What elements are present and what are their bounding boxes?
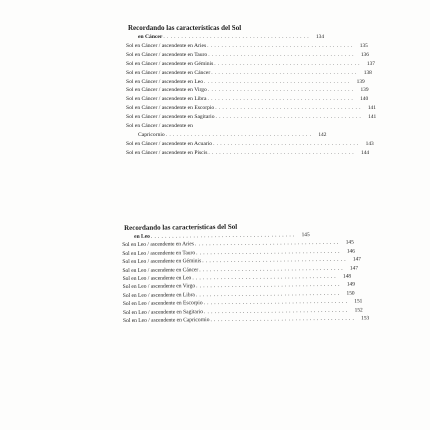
toc-entry-page: 139 <box>360 87 369 94</box>
toc-entry-page: 145 <box>345 239 354 247</box>
toc-entry-page: 139 <box>356 78 365 85</box>
toc-entry-page: 152 <box>354 307 363 314</box>
toc-entry <box>126 140 374 149</box>
toc-entry <box>126 95 369 104</box>
dot-leader: . . . . . . . . . . . . . . . . . . . . . . . . . . . . . . . . . . . . . . . . . <box>215 114 362 121</box>
toc-entry <box>126 69 372 78</box>
toc-entry-page: 137 <box>366 60 375 67</box>
dot-leader: . . . . . . . . . . . . . . . . . . . . . . . . . . . . . . . . . . . . . . . . . <box>207 42 353 49</box>
dot-leader: . . . . . . . . . . . . . . . . . . . . . . . . . . . . . . . . . . . . . . . . . <box>196 248 340 257</box>
toc-entry-label: Sol en Leo / ascendente en Leo <box>122 275 192 283</box>
dot-leader: . . . . . . . . . . . . . . . . . . . . . . . . . . . . . . . . . . . . . . . . . <box>194 240 339 248</box>
toc-entry-page: 153 <box>361 315 370 322</box>
toc-entry <box>126 78 365 87</box>
toc-entry-page: 149 <box>346 282 355 289</box>
toc-entry-label: Sol en Cáncer / ascendente en Tauro <box>126 51 208 58</box>
toc-entry <box>126 131 327 140</box>
dot-leader: . . . . . . . . . . . . . . . . . . . . . . . . . . . . . . . . . . . . . . . . . <box>199 265 344 273</box>
dot-leader: . . . . . . . . . . . . . . . . . . . . . . . . . . . . . . . . . . . . . . . . . <box>195 290 340 299</box>
toc-entry-label: Sol en Cáncer / ascendente en Cáncer <box>126 69 211 76</box>
toc-entry-page: 140 <box>360 96 369 103</box>
toc-entry-page: 141 <box>368 114 377 121</box>
dot-leader: . . . . . . . . . . . . . . . . . . . . . . . . . . . . . . . . . . . . . . . . . <box>214 60 360 67</box>
toc-entry-page: 135 <box>359 42 368 49</box>
toc-section-sol-en-cancer <box>126 24 377 158</box>
dot-leader: . . . . . . . . . . . . . . . . . . . . . . . . . . . . . . . . . . . . . . . . . <box>202 256 347 265</box>
dot-leader: . . . . . . . . . . . . . . . . . . . . . . . . . . . . . . . . . . . . . . . . . <box>165 131 312 138</box>
dot-leader: . . . . . . . . . . . . . . . . . . . . . . . . . . . . . . . . . . . . . . . . . <box>210 315 355 324</box>
toc-entry-page: 150 <box>346 290 355 297</box>
toc-entry-page: 142 <box>318 131 327 138</box>
section-title: Recordando las características del Sol <box>128 24 242 32</box>
dot-leader: . . . . . . . . . . . . . . . . . . . . . . . . . . . . . . . . . . . . . . . . . <box>208 51 354 58</box>
toc-entry-label: Sol en Cáncer / ascendente en <box>126 123 193 130</box>
toc-list <box>122 231 370 325</box>
toc-list <box>126 33 377 158</box>
toc-entry-label: Sol en Cáncer / ascendente en Virgo <box>126 87 207 94</box>
dot-leader: . . . . . . . . . . . . . . . . . . . . . . . . . . . . . . . . . . . . . . . . . <box>215 105 361 112</box>
toc-entry <box>126 33 325 42</box>
toc-entry-page: 138 <box>363 69 372 76</box>
section-title: Recordando las características del Sol <box>123 222 238 232</box>
toc-entry-page: 147 <box>349 265 359 272</box>
toc-entry-label: Sol en Cáncer / ascendente en Acuario <box>126 140 213 147</box>
toc-entry-label: Sol en Leo / ascendente en Cáncer <box>122 266 199 274</box>
toc-entry-label: Sol en Cáncer / ascendente en Escorpio <box>126 105 215 112</box>
toc-entry-label: Sol en Leo / ascendente en Tauro <box>122 250 196 257</box>
dot-leader: . . . . . . . . . . . . . . . . . . . . . . . . . . . . . . . . . . . . . . . . . <box>163 34 310 40</box>
toc-entry <box>126 86 369 95</box>
toc-section-sol-en-leo <box>122 222 370 325</box>
toc-entry-label: Sol en Leo / ascendente en Virgo <box>122 283 196 291</box>
toc-entry <box>126 60 375 69</box>
toc-entry <box>126 122 306 131</box>
toc-entry-label: Sol en Cáncer / ascendente en Leo <box>126 78 204 85</box>
dot-leader: . . . . . . . . . . . . . . . . . . . . . . . . . . . . . . . . . . . . . . . . . <box>196 282 340 290</box>
toc-entry-label: Sol en Leo / ascendente en Géminis <box>122 258 202 266</box>
toc-entry-page: 134 <box>315 34 325 40</box>
toc-entry <box>122 315 370 325</box>
toc-entry-label: Sol en Cáncer / ascendente en Aries <box>126 42 207 49</box>
toc-entry-label: Sol en Leo / ascendente en Libra <box>122 292 195 299</box>
dot-leader: . . . . . . . . . . . . . . . . . . . . . . . . . . . . . . . . . . . . . . . . . <box>204 78 350 85</box>
dot-leader: . . . . . . . . . . . . . . . . . . . . . . . . . . . . . . . . . . . . . . . . . <box>203 307 348 315</box>
dot-leader: . . . . . . . . . . . . . . . . . . . . . . . . . . . . . . . . . . . . . . . . . <box>150 232 295 240</box>
toc-entry <box>126 113 377 122</box>
toc-entry-page: 147 <box>352 256 362 263</box>
toc-entry-label: Sol en Leo / ascendente en Escorpio <box>122 300 203 308</box>
toc-entry-label: Sol en Leo / ascendente en Capricornio <box>122 317 210 325</box>
toc-entry <box>126 42 368 51</box>
toc-entry-page: 146 <box>346 248 355 255</box>
toc-entry-label: Sol en Cáncer / ascendente en Piscis <box>126 149 208 156</box>
dot-leader: . . . . . . . . . . . . . . . . . . . . . . . . . . . . . . . . . . . . . . . . . <box>211 69 357 76</box>
dot-leader: . . . . . . . . . . . . . . . . . . . . . . . . . . . . . . . . . . . . . . . . . <box>207 87 354 94</box>
toc-entry-label: Sol en Cáncer / ascendente en Sagitario <box>126 114 215 121</box>
dot-leader: . . . . . . . . . . . . . . . . . . . . . . . . . . . . . . . . . . . . . . . . . <box>213 140 359 147</box>
toc-entry-label: en Cáncer <box>138 34 163 40</box>
dot-leader: . . . . . . . . . . . . . . . . . . . . . . . . . . . . . . . . . . . . . . . . . <box>192 273 337 282</box>
toc-entry-label: Sol en Leo / ascendente en Aries <box>122 241 195 249</box>
toc-entry-page: 141 <box>367 105 376 112</box>
toc-entry-page: 145 <box>301 232 310 239</box>
toc-entry-page: 148 <box>342 273 352 280</box>
dot-leader: . . . . . . . . . . . . . . . . . . . . . . . . . . . . . . . . . . . . . . . . . <box>203 298 348 307</box>
toc-entry-page: 144 <box>361 149 370 156</box>
toc-entry-page: 151 <box>354 298 363 305</box>
toc-entry-label: Sol en Leo / ascendente en Sagitario <box>122 308 203 316</box>
toc-entry <box>126 51 369 60</box>
toc-entry-page: 143 <box>365 140 374 147</box>
dot-leader: . . . . . . . . . . . . . . . . . . . . . . . . . . . . . . . . . . . . . . . . . <box>207 96 354 103</box>
toc-entry <box>126 104 376 113</box>
toc-entry-label: Sol en Cáncer / ascendente en Libra <box>126 96 207 103</box>
toc-entry-label: Sol en Cáncer / ascendente en Géminis <box>126 60 214 67</box>
dot-leader: . . . . . . . . . . . . . . . . . . . . . . . . . . . . . . . . . . . . . . . . . <box>208 149 355 156</box>
toc-entry-label: Capricornio <box>138 131 165 138</box>
toc-entry-label: en Leo <box>134 233 150 240</box>
toc-entry-page: 136 <box>360 51 369 58</box>
toc-entry <box>126 149 370 158</box>
